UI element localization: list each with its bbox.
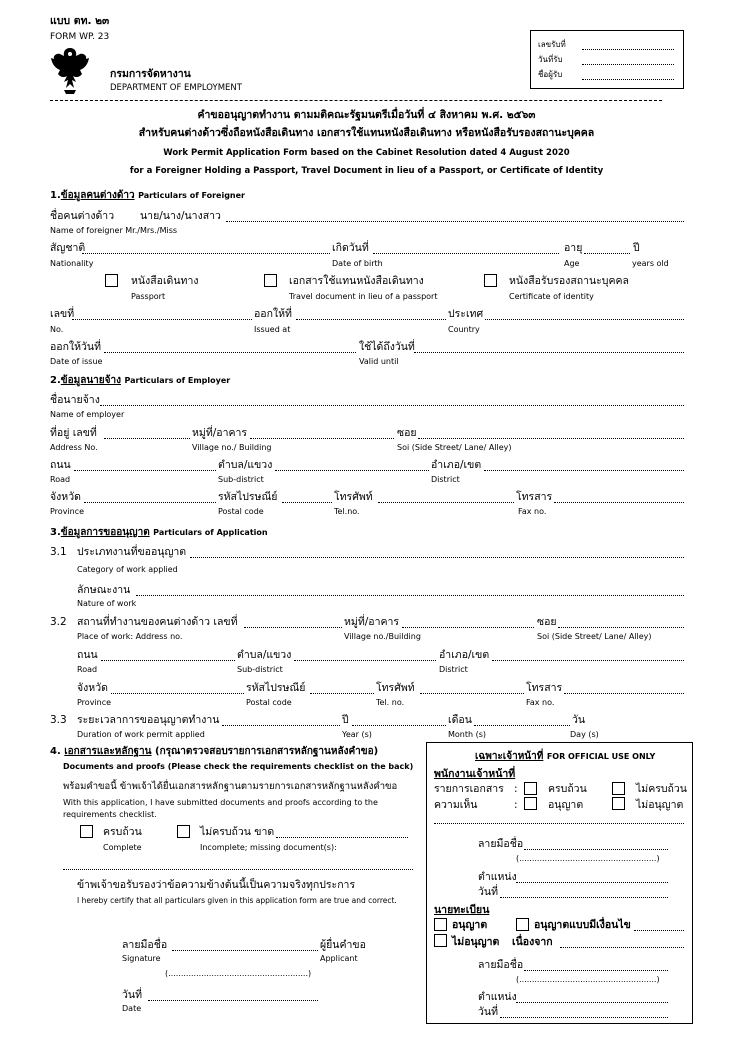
workplace-province-label: จังหวัด — [77, 682, 108, 694]
workplace-subdistrict-label: ตำบล/แขวง — [237, 649, 292, 661]
opinion-label: ความเห็น — [434, 799, 478, 811]
dob-field[interactable] — [373, 253, 559, 254]
docs-complete-label: ครบถ้วน — [103, 826, 142, 838]
work-category-label: ประเภทงานที่ขออนุญาต — [77, 546, 187, 558]
workplace-address-field[interactable] — [244, 627, 342, 628]
form-code-en: FORM WP. 23 — [50, 32, 110, 42]
registrar-heading: นายทะเบียน — [434, 904, 490, 916]
employer-address-field[interactable] — [104, 438, 190, 439]
foreigner-name-label: ชื่อคนต่างด้าว — [50, 210, 115, 222]
applicant-signature-label: ลายมือชื่อ — [122, 939, 168, 951]
receiver-label: ชื่อผู้รับ — [538, 70, 563, 79]
workplace-district-label: อำเภอ/เขต — [439, 649, 490, 661]
submitted-docs-en1: With this application, I have submitted documents and proofs according to the — [63, 798, 378, 807]
passport-checkbox[interactable] — [105, 274, 118, 287]
employer-district-field[interactable] — [484, 470, 684, 471]
header-divider — [50, 100, 662, 101]
duration-day-unit: วัน — [572, 714, 586, 726]
workplace-postal-en: Postal code — [246, 698, 292, 707]
nationality-field[interactable] — [82, 253, 330, 254]
workplace-village-en: Village no./Building — [344, 632, 421, 641]
official-complete-label: ครบถ้วน — [548, 783, 587, 795]
doc-no-field[interactable] — [72, 319, 252, 320]
employer-soi-field[interactable] — [418, 438, 684, 439]
registrar-deny-checkbox[interactable] — [434, 934, 447, 947]
registrar-deny-label: ไม่อนุญาต — [452, 936, 500, 948]
date-of-issue-label: ออกให้วันที่ — [50, 341, 102, 353]
official-incomplete-checkbox[interactable] — [612, 782, 625, 795]
submitted-docs-en2: requirements checklist. — [63, 810, 157, 819]
applicant-signature-field[interactable] — [172, 950, 318, 951]
staff-signature-label: ลายมือชื่อ — [478, 838, 524, 850]
employer-road-label: ถนน — [50, 459, 71, 471]
duration-label: ระยะเวลาการขออนุญาตทำงาน — [77, 714, 220, 726]
missing-docs-field-line2[interactable] — [63, 869, 413, 870]
applicant-label: ผู้ยื่นคำขอ — [320, 939, 366, 951]
foreigner-title-label: นาย/นาง/นางสาว — [140, 210, 221, 222]
dob-label: เกิดวันที่ — [332, 242, 369, 254]
employer-road-field[interactable] — [74, 470, 216, 471]
travel-doc-checkbox[interactable] — [264, 274, 277, 287]
workplace-fax-label: โทรสาร — [526, 682, 563, 694]
workplace-fax-field[interactable] — [564, 693, 684, 694]
applicant-signature-en: Signature — [122, 954, 161, 963]
docs-incomplete-checkbox[interactable] — [177, 825, 190, 838]
employer-tel-en: Tel.no. — [334, 507, 360, 516]
workplace-subdistrict-en: Sub-district — [237, 665, 283, 674]
passport-label: หนังสือเดินทาง — [131, 275, 199, 287]
staff-position-field[interactable] — [516, 882, 668, 883]
duration-day-en: Day (s) — [570, 730, 599, 739]
section4-heading-en: Documents and proofs (Please check the requirements checklist on the back) — [63, 762, 414, 771]
staff-position-label: ตำแหน่ง — [478, 871, 517, 883]
receipt-date-field[interactable] — [582, 64, 674, 65]
travel-doc-label: เอกสารใช้แทนหนังสือเดินทาง — [289, 275, 424, 287]
certificate-en: Certificate of identity — [509, 292, 594, 301]
employer-postal-en: Postal code — [218, 507, 264, 516]
work-nature-field[interactable] — [136, 595, 684, 596]
employer-subdistrict-label: ตำบล/แขวง — [218, 459, 273, 471]
employer-soi-en: Soi (Side Street/ Lane/ Alley) — [397, 443, 512, 452]
employer-name-en: Name of employer — [50, 410, 125, 419]
workplace-soi-field[interactable] — [558, 627, 684, 628]
title-en-line1: Work Permit Application Form based on the Cabinet Resolution dated 4 August 2020 — [163, 148, 570, 158]
registrar-printed-name-field[interactable]: (......................................................) — [516, 975, 660, 984]
workplace-village-field[interactable] — [402, 627, 534, 628]
date-of-issue-en: Date of issue — [50, 357, 103, 366]
workplace-subdistrict-field[interactable] — [294, 660, 436, 661]
duration-years-field[interactable] — [222, 725, 340, 726]
registrar-date-label: วันที่ — [478, 1006, 498, 1018]
years-en: years old — [632, 259, 669, 268]
receipt-date-label: วันที่รับ — [538, 55, 563, 64]
workplace-road-en: Road — [77, 665, 98, 674]
dob-en: Date of birth — [332, 259, 383, 268]
work-category-field[interactable] — [190, 557, 684, 558]
workplace-tel-en: Tel. no. — [376, 698, 405, 707]
workplace-fax-en: Fax no. — [526, 698, 555, 707]
registrar-condition-field[interactable] — [634, 930, 684, 931]
title-th-line2: สำหรับคนต่างด้าวซึ่งถือหนังสือเดินทาง เอกสารใช้แทนหนังสือเดินทาง หรือหนังสือรับรองสถานะบุคคล — [138, 127, 595, 139]
title-th-line1: คำขออนุญาตทำงาน ตามมติคณะรัฐมนตรีเมื่อวันที่ ๔ สิงหาคม พ.ศ. ๒๕๖๓ — [197, 109, 536, 121]
official-approve-label: อนุญาต — [548, 799, 584, 811]
nationality-en: Nationality — [50, 259, 94, 268]
registrar-signature-field[interactable] — [524, 970, 668, 971]
garuda-emblem-icon — [50, 44, 90, 94]
registrar-position-label: ตำแหน่ง — [478, 991, 517, 1003]
workplace-soi-en: Soi (Side Street/ Lane/ Alley) — [537, 632, 652, 641]
employer-fax-label: โทรสาร — [516, 491, 553, 503]
duration-days-field[interactable] — [474, 725, 570, 726]
employer-soi-label: ซอย — [397, 427, 417, 439]
employer-subdistrict-en: Sub-district — [218, 475, 264, 484]
registrar-conditional-checkbox[interactable] — [516, 918, 529, 931]
workplace-province-field[interactable] — [111, 693, 244, 694]
section1-heading: 1.ข้อมูลคนต่างด้าว Particulars of Foreigner — [50, 190, 245, 201]
workplace-tel-label: โทรศัพท์ — [376, 682, 415, 694]
registrar-reason-label: เนื่องจาก — [512, 936, 553, 948]
docs-complete-checkbox[interactable] — [80, 825, 93, 838]
employer-tel-label: โทรศัพท์ — [334, 491, 373, 503]
applicant-printed-name-field[interactable]: (.......................................................) — [165, 969, 312, 978]
registrar-signature-label: ลายมือชื่อ — [478, 959, 524, 971]
doc-no-label: เลขที่ — [50, 308, 75, 320]
workplace-address-en: Place of work: Address no. — [77, 632, 183, 641]
item-3-2-number: 3.2 — [50, 616, 67, 628]
official-incomplete-label: ไม่ครบถ้วน — [636, 783, 687, 795]
staff-signature-field[interactable] — [524, 849, 668, 850]
staff-date-field[interactable] — [500, 897, 668, 898]
employer-fax-field[interactable] — [554, 502, 684, 503]
workplace-district-en: District — [439, 665, 468, 674]
valid-until-en: Valid until — [359, 357, 399, 366]
registrar-date-field[interactable] — [500, 1017, 668, 1018]
staff-printed-name-field[interactable]: (......................................................) — [516, 854, 660, 863]
staff-heading: พนักงานเจ้าหน้าที่ — [434, 768, 516, 780]
official-note-field[interactable] — [434, 823, 684, 824]
certificate-label: หนังสือรับรองสถานะบุคคล — [509, 275, 629, 287]
workplace-soi-label: ซอย — [537, 616, 557, 628]
item-3-3-number: 3.3 — [50, 714, 67, 726]
official-use-heading: เฉพาะเจ้าหน้าที่ FOR OFFICIAL USE ONLY — [475, 751, 656, 762]
official-reject-label: ไม่อนุญาต — [636, 799, 684, 811]
certify-en: I hereby certify that all particulars given in this application form are true and correct. — [77, 896, 397, 905]
work-nature-label: ลักษณะงาน — [77, 584, 131, 596]
country-field[interactable] — [485, 319, 684, 320]
registrar-conditional-label: อนุญาตแบบมีเงื่อนไข — [534, 919, 631, 931]
employer-province-label: จังหวัด — [50, 491, 81, 503]
section4-heading: 4. เอกสารและหลักฐาน (กรุณาตรวจสอบรายการเอกสารหลักฐานหลังคำขอ) — [50, 746, 379, 757]
certificate-checkbox[interactable] — [484, 274, 497, 287]
work-nature-en: Nature of work — [77, 599, 137, 608]
employer-name-field[interactable] — [100, 405, 684, 406]
registrar-reason-field[interactable] — [560, 947, 684, 948]
certify-th: ข้าพเจ้าขอรับรองว่าข้อความข้างต้นนี้เป็นความจริงทุกประการ — [77, 879, 356, 891]
workplace-postal-label: รหัสไปรษณีย์ — [246, 682, 306, 694]
staff-date-label: วันที่ — [478, 886, 498, 898]
form-code-th: แบบ ตท. ๒๓ — [50, 15, 110, 27]
employer-village-en: Village no./ Building — [192, 443, 272, 452]
date-of-issue-field[interactable] — [104, 352, 356, 353]
age-field[interactable] — [584, 253, 630, 254]
employer-district-label: อำเภอ/เขต — [431, 459, 482, 471]
workplace-road-label: ถนน — [77, 649, 98, 661]
valid-until-label: ใช้ได้ถึงวันที่ — [359, 341, 415, 353]
docs-incomplete-label: ไม่ครบถ้วน ขาด — [200, 826, 275, 838]
duration-months-field[interactable] — [352, 725, 446, 726]
registrar-allow-checkbox[interactable] — [434, 918, 447, 931]
issued-at-en: Issued at — [254, 325, 291, 334]
applicant-date-field[interactable] — [148, 1000, 318, 1001]
country-label: ประเทศ — [448, 308, 484, 320]
foreigner-name-en: Name of foreigner Mr./Mrs./Miss — [50, 226, 178, 235]
employer-subdistrict-field[interactable] — [275, 470, 429, 471]
duration-year-unit: ปี — [342, 714, 349, 726]
employer-postal-label: รหัสไปรษณีย์ — [218, 491, 278, 503]
workplace-village-label: หมู่ที่/อาคาร — [344, 616, 400, 628]
receiver-field[interactable] — [582, 79, 674, 80]
missing-docs-field[interactable] — [276, 837, 408, 838]
country-en: Country — [448, 325, 480, 334]
workplace-road-field[interactable] — [101, 660, 235, 661]
employer-district-en: District — [431, 475, 460, 484]
doc-list-label: รายการเอกสาร — [434, 783, 504, 795]
issued-at-label: ออกให้ที่ — [254, 308, 292, 320]
section3-heading: 3.ข้อมูลการขออนุญาต Particulars of Application — [50, 527, 268, 538]
duration-year-en: Year (s) — [342, 730, 372, 739]
item-3-1-number: 3.1 — [50, 546, 67, 558]
employer-road-en: Road — [50, 475, 71, 484]
workplace-address-label: สถานที่ทำงานของคนต่างด้าว เลขที่ — [77, 616, 238, 628]
registrar-allow-label: อนุญาต — [452, 919, 488, 931]
employer-tel-field[interactable] — [378, 502, 514, 503]
employer-name-label: ชื่อนายจ้าง — [50, 394, 100, 406]
official-complete-checkbox[interactable] — [524, 782, 537, 795]
department-name-en: DEPARTMENT OF EMPLOYMENT — [110, 83, 242, 93]
opinion-colon: : — [514, 799, 518, 811]
docs-incomplete-en: Incomplete; missing document(s): — [200, 843, 337, 852]
nationality-label: สัญชาติ — [50, 242, 86, 254]
employer-province-en: Province — [50, 507, 85, 516]
foreigner-name-field[interactable] — [226, 221, 684, 222]
workplace-province-en: Province — [77, 698, 112, 707]
duration-month-unit: เดือน — [448, 714, 472, 726]
years-label: ปี — [633, 242, 640, 254]
employer-village-field[interactable] — [250, 438, 394, 439]
employer-fax-en: Fax no. — [518, 507, 547, 516]
passport-en: Passport — [131, 292, 166, 301]
age-en: Age — [564, 259, 580, 268]
work-category-en: Category of work applied — [77, 565, 178, 574]
doc-no-en: No. — [50, 325, 64, 334]
docs-complete-en: Complete — [103, 843, 142, 852]
valid-until-field[interactable] — [414, 352, 684, 353]
title-en-line2: for a Foreigner Holding a Passport, Travel Document in lieu of a Passport, or Certificate of Identity — [129, 166, 604, 176]
applicant-date-en: Date — [122, 1004, 142, 1013]
duration-en: Duration of work permit applied — [77, 730, 205, 739]
travel-doc-en: Travel document in lieu of a passport — [289, 292, 438, 301]
employer-province-field[interactable] — [84, 502, 216, 503]
employer-address-en: Address No. — [50, 443, 98, 452]
applicant-date-label: วันที่ — [122, 989, 142, 1001]
official-approve-checkbox[interactable] — [524, 797, 537, 810]
doc-list-colon: : — [514, 783, 518, 795]
workplace-district-field[interactable] — [492, 660, 684, 661]
age-label: อายุ — [564, 242, 583, 254]
department-name-th: กรมการจัดหางาน — [110, 68, 191, 80]
duration-month-en: Month (s) — [448, 730, 487, 739]
workplace-tel-field[interactable] — [420, 693, 524, 694]
employer-postal-field[interactable] — [282, 502, 332, 503]
submitted-docs-th: พร้อมคำขอนี้ ข้าพเจ้าได้ยื่นเอกสารหลักฐานตามรายการเอกสารหลักฐานหลังคำขอ — [63, 781, 398, 792]
issued-at-field[interactable] — [296, 319, 446, 320]
employer-village-label: หมู่ที่/อาคาร — [192, 427, 248, 439]
applicant-en: Applicant — [320, 954, 358, 963]
official-reject-checkbox[interactable] — [612, 797, 625, 810]
registrar-position-field[interactable] — [516, 1002, 668, 1003]
workplace-postal-field[interactable] — [310, 693, 374, 694]
receipt-no-label: เลขรับที่ — [538, 40, 566, 49]
employer-address-label: ที่อยู่ เลขที่ — [50, 427, 97, 439]
receipt-no-field[interactable] — [582, 49, 674, 50]
section2-heading: 2.ข้อมูลนายจ้าง Particulars of Employer — [50, 375, 231, 386]
